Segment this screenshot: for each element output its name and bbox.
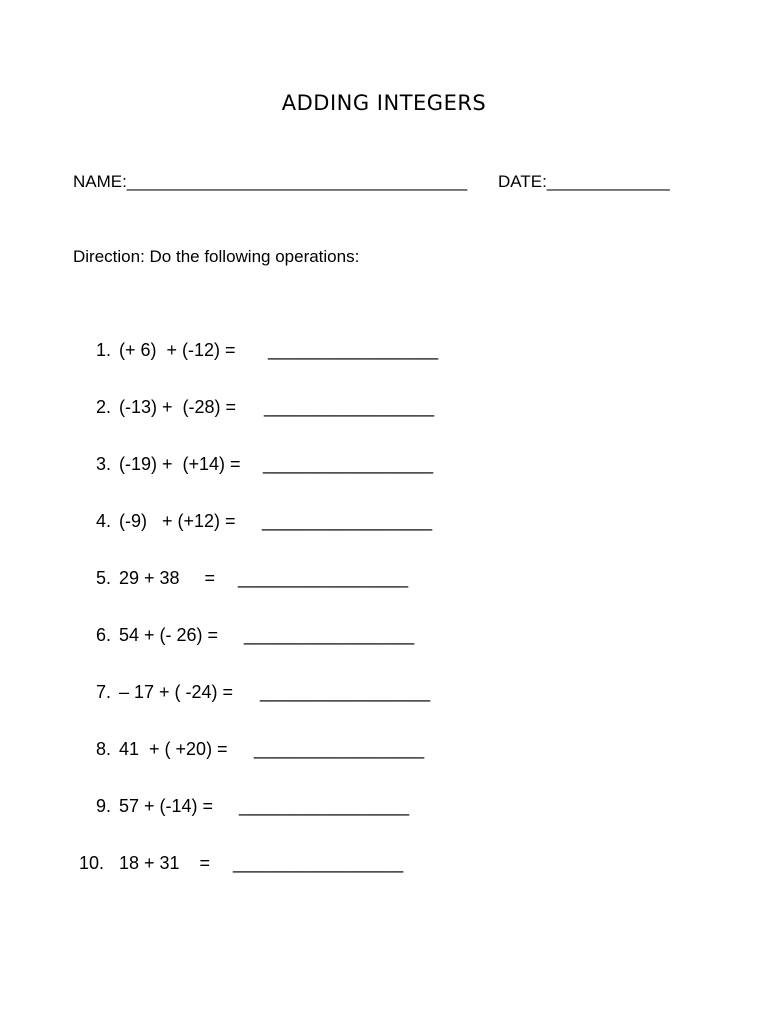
worksheet-title: ADDING INTEGERS	[281, 91, 487, 115]
answer-blank[interactable]: _________________	[268, 340, 439, 360]
problem-4	[0, 511, 768, 535]
answer-blank[interactable]: _________________	[262, 511, 433, 531]
problem-number: 9.	[96, 796, 112, 816]
problem-expression: (+ 6) + (-12) =	[119, 340, 236, 360]
problem-number: 10.	[79, 853, 105, 873]
problem-number: 6.	[96, 625, 112, 645]
answer-blank[interactable]: _________________	[238, 568, 409, 588]
problem-5	[0, 568, 768, 592]
problem-expression: (-9) + (+12) =	[119, 511, 236, 531]
problem-number: 1.	[96, 340, 112, 360]
problem-7	[0, 682, 768, 706]
problem-6	[0, 625, 768, 649]
date-blank-line[interactable]: _____________	[546, 172, 670, 191]
answer-blank[interactable]: _________________	[244, 625, 415, 645]
problem-1	[0, 340, 768, 364]
date-label: DATE:	[498, 172, 547, 191]
problem-expression: 54 + (- 26) =	[119, 625, 219, 645]
problem-number: 4.	[96, 511, 112, 531]
problem-2	[0, 397, 768, 421]
answer-blank[interactable]: _________________	[239, 796, 410, 816]
problem-number: 3.	[96, 454, 112, 474]
problem-9	[0, 796, 768, 820]
problem-expression: (-19) + (+14) =	[119, 454, 241, 474]
answer-blank[interactable]: _________________	[263, 454, 434, 474]
problem-10	[0, 853, 768, 877]
problem-number: 7.	[96, 682, 112, 702]
name-label: NAME:	[73, 172, 127, 191]
problem-number: 5.	[96, 568, 112, 588]
name-blank-line[interactable]: ____________________________________	[126, 172, 468, 191]
problem-number: 2.	[96, 397, 112, 417]
date-field[interactable]	[498, 172, 670, 192]
problem-number: 8.	[96, 739, 112, 759]
problem-expression: 29 + 38 =	[119, 568, 216, 588]
direction-text: Direction: Do the following operations:	[73, 247, 360, 266]
problem-expression: (-13) + (-28) =	[119, 397, 237, 417]
problem-expression: – 17 + ( -24) =	[119, 682, 234, 702]
answer-blank[interactable]: _________________	[260, 682, 431, 702]
problem-8	[0, 739, 768, 763]
name-field[interactable]	[73, 172, 467, 192]
answer-blank[interactable]: _________________	[264, 397, 435, 417]
problem-expression: 41 + ( +20) =	[119, 739, 228, 759]
problem-3	[0, 454, 768, 478]
problem-expression: 18 + 31 =	[119, 853, 211, 873]
problem-expression: 57 + (-14) =	[119, 796, 214, 816]
answer-blank[interactable]: _________________	[254, 739, 425, 759]
answer-blank[interactable]: _________________	[233, 853, 404, 873]
